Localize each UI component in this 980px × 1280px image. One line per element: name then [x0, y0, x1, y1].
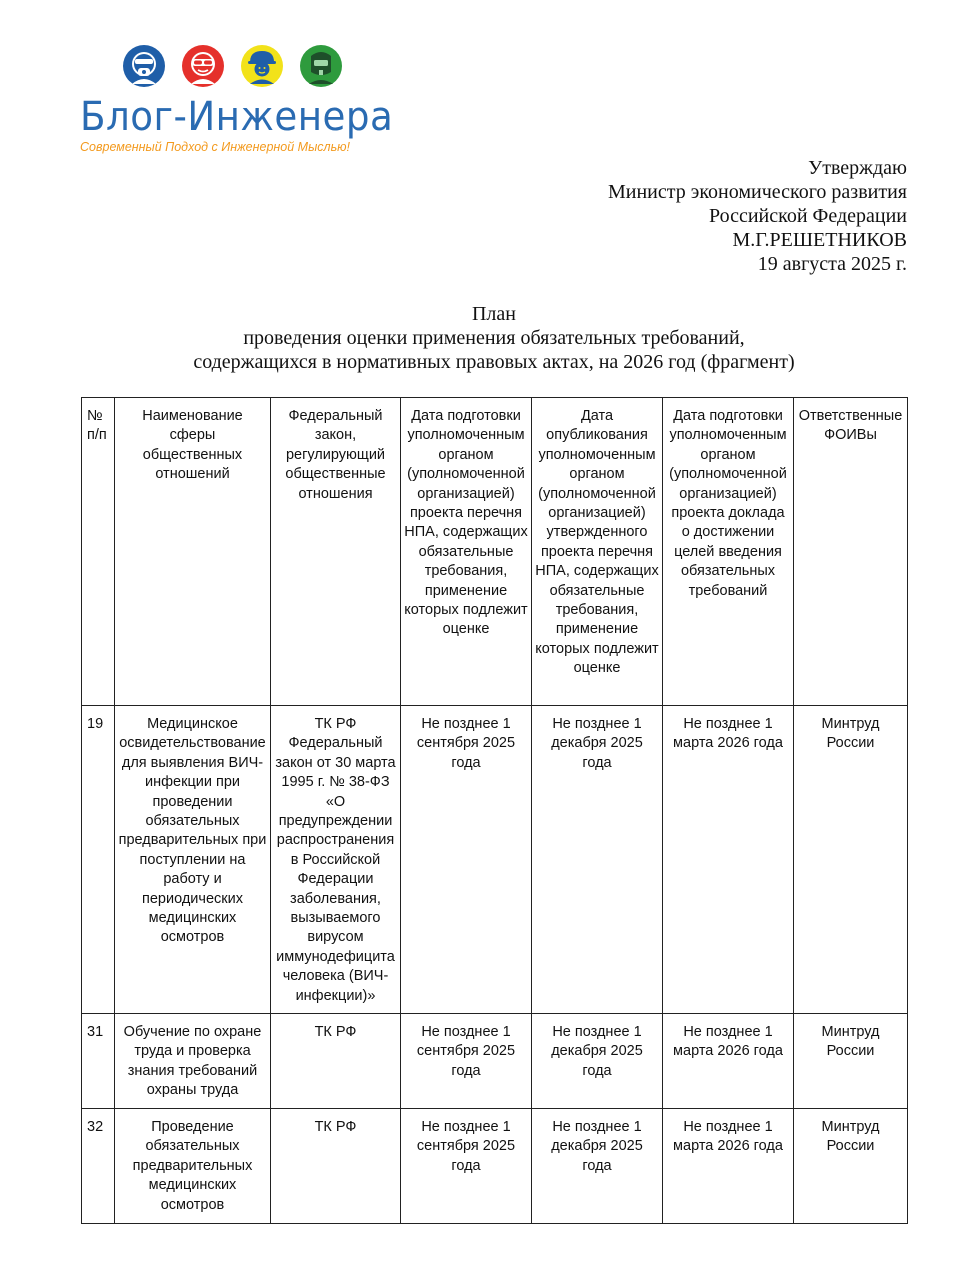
title-line-1: План [471, 303, 516, 325]
cell-foiv: Минтруд России [794, 1014, 908, 1109]
cell-foiv: Минтруд России [794, 1109, 908, 1224]
worker-hardhat-icon [240, 44, 284, 88]
logo-name: Блог-Инженера [80, 94, 394, 140]
cell-sphere: Проведение обязательных предварительных медицинских осмотров [115, 1109, 271, 1224]
table-row [82, 1014, 908, 1109]
header-publish-date: Дата опубликования уполномоченным органом (уполномоченной организацией) утвержденного проекта перечня НПА, содержащих обязательные требования, применение которых подлежит оценке [532, 398, 663, 706]
title-line-3: содержащихся в нормативных правовых актах, на 2026 год (фрагмент) [193, 351, 795, 373]
header-sphere: Наименование сферы общественных отношений [115, 398, 271, 706]
cell-sphere: Обучение по охране труда и проверка знания требований охраны труда [115, 1014, 271, 1109]
cell-publish-date: Не позднее 1 декабря 2025 года [532, 1109, 663, 1224]
approval-position: Министр экономического развития [607, 181, 907, 203]
table-header-row [82, 398, 908, 706]
cell-publish-date: Не позднее 1 декабря 2025 года [532, 1014, 663, 1109]
cell-report-date: Не позднее 1 марта 2026 года [663, 1109, 794, 1224]
cell-law: ТК РФ [271, 1109, 401, 1224]
approval-date: 19 августа 2025 г. [757, 253, 907, 275]
cell-prep-date: Не позднее 1 сентября 2025 года [401, 1014, 532, 1109]
header-num: № п/п [82, 398, 115, 706]
cell-prep-date: Не позднее 1 сентября 2025 года [401, 1109, 532, 1224]
cell-law: ТК РФ [271, 1014, 401, 1109]
table-row [82, 1109, 908, 1224]
cell-law: ТК РФ Федеральный закон от 30 марта 1995 г. № 38-ФЗ «О предупреждении распространения в Российской Федерации заболевания, вызываемого вирусом иммунодефицита человека (ВИЧ-инфекции)» [271, 706, 401, 1014]
worker-goggles-icon [181, 44, 225, 88]
cell-publish-date: Не позднее 1 декабря 2025 года [532, 706, 663, 1014]
cell-prep-date: Не позднее 1 сентября 2025 года [401, 706, 532, 1014]
cell-num: 19 [82, 706, 115, 1014]
cell-sphere: Медицинское освидетельствование для выявления ВИЧ-инфекции при проведении обязательных предварительных при поступлении на работу и периодических медицинских осмотров [115, 706, 271, 1014]
header-report-date: Дата подготовки уполномоченным органом (уполномоченной организацией) проекта доклада о достижении целей введения обязательных требований [663, 398, 794, 706]
cell-foiv: Минтруд России [794, 706, 908, 1014]
plan-table [81, 397, 908, 1224]
title-line-2: проведения оценки применения обязательных требований, [243, 327, 745, 349]
header-law: Федеральный закон, регулирующий общественные отношения [271, 398, 401, 706]
approval-block [608, 156, 907, 276]
worker-respirator-icon [122, 44, 166, 88]
header-prep-date: Дата подготовки уполномоченным органом (уполномоченной организацией) проекта перечня НПА, содержащих обязательные требования, применение которых подлежит оценке [401, 398, 532, 706]
logo-tagline: Современный Подход с Инженерной Мыслью! [80, 140, 351, 154]
approval-signatory: М.Г.РЕШЕТНИКОВ [732, 229, 907, 251]
document-title [0, 302, 980, 374]
blog-logo [80, 44, 394, 156]
cell-report-date: Не позднее 1 марта 2026 года [663, 706, 794, 1014]
table-row [82, 706, 908, 1014]
cell-num: 31 [82, 1014, 115, 1109]
cell-report-date: Не позднее 1 марта 2026 года [663, 1014, 794, 1109]
approval-country: Российской Федерации [708, 205, 907, 227]
header-foiv: Ответственные ФОИВы [794, 398, 908, 706]
cell-num: 32 [82, 1109, 115, 1224]
worker-welding-mask-icon [299, 44, 343, 88]
approval-word: Утверждаю [808, 157, 907, 179]
